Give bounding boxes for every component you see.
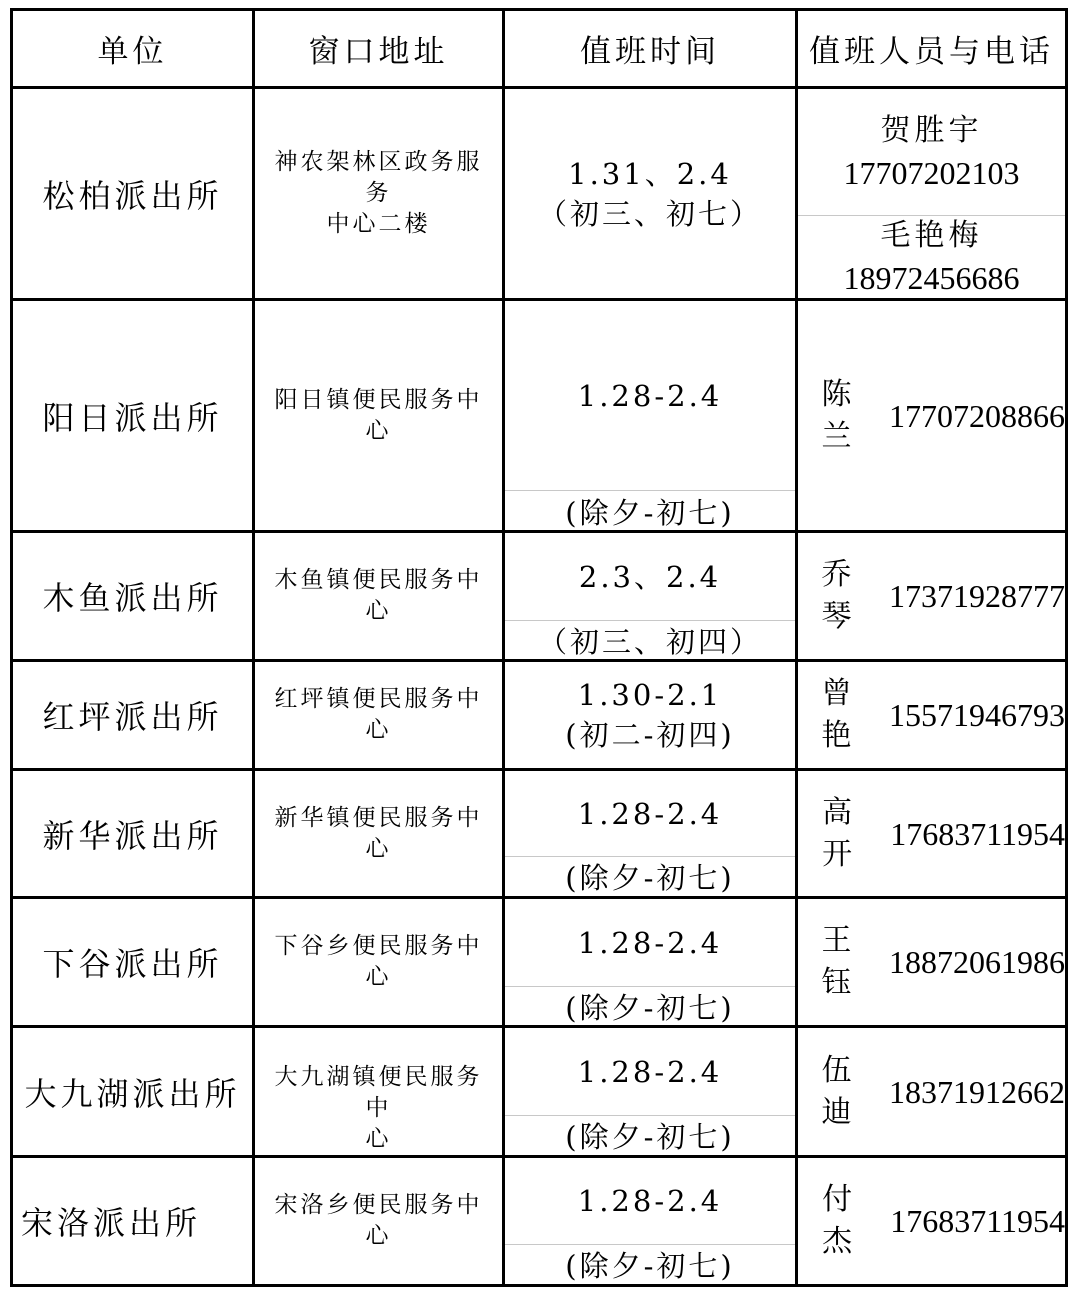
phone-number: 17707208866: [889, 397, 1065, 434]
duty-lunar-cell: [505, 858, 795, 898]
header-duty-time-text: 值班时间: [580, 34, 720, 70]
header-personnel-text: 值班人员与电话: [809, 34, 1054, 70]
address-line: 神农架林区政务服务: [274, 149, 483, 206]
duty-lunar-dates: (除夕-初七): [565, 496, 735, 530]
unit-cell: [13, 771, 252, 896]
address-cell: [255, 1158, 502, 1284]
phone-number: 18371912662: [889, 1073, 1065, 1110]
address-line: 下谷乡便民服务中心: [274, 933, 483, 990]
duty-dates: 1.30-2.1: [577, 678, 723, 712]
duty-time-cell: [505, 899, 795, 986]
address-line: 心: [365, 1126, 392, 1152]
address-line: 木鱼镇便民服务中心: [274, 567, 483, 624]
person-name: 陈兰: [821, 376, 856, 454]
duty-lunar-cell: [505, 493, 795, 533]
person-name: 曾艳: [821, 676, 856, 753]
duty-time-cell: [505, 771, 795, 856]
duty-lunar-dates: （初三、初四）: [537, 625, 762, 659]
duty-time-cell: [505, 1028, 795, 1115]
cell-subdivider: [505, 856, 795, 857]
header-duty-time: [505, 11, 795, 86]
unit-cell: [13, 301, 252, 530]
duty-time-cell: [505, 89, 795, 298]
address-cell: [255, 662, 502, 768]
duty-lunar-dates: (除夕-初七): [565, 861, 735, 895]
duty-dates: 1.28-2.4: [577, 796, 723, 831]
personnel-cell: [798, 899, 1065, 1025]
personnel-cell: [798, 662, 1065, 768]
personnel-cell: [798, 1028, 1065, 1155]
duty-dates: 2.3、2.4: [578, 559, 722, 594]
unit-cell: [13, 89, 252, 298]
duty-dates: 1.28-2.4: [577, 378, 723, 413]
duty-dates: 1.28-2.4: [577, 1054, 723, 1089]
duty-lunar-dates: (除夕-初七): [565, 1120, 735, 1154]
address-line: 阳日镇便民服务中心: [274, 386, 483, 444]
unit-cell: [13, 899, 252, 1025]
duty-time-cell: [505, 1158, 795, 1244]
unit-name: 木鱼派出所: [42, 579, 223, 617]
address-line: 新华镇便民服务中心: [274, 804, 483, 862]
address-line: 大九湖镇便民服务中: [274, 1064, 483, 1121]
address-line: 中心二楼: [326, 211, 431, 237]
person-name: 乔琴: [821, 557, 856, 634]
cell-subdivider: [505, 1244, 795, 1245]
unit-cell: [13, 662, 252, 768]
person-name: 伍迪: [821, 1052, 856, 1130]
address-cell: [255, 899, 502, 1025]
duty-lunar-dates: (初二-初四): [565, 718, 735, 752]
person-name: 高开: [822, 794, 857, 872]
person-name: 贺胜宇: [880, 113, 983, 148]
phone-number: 17683711954: [890, 815, 1065, 852]
header-address: [255, 11, 502, 86]
duty-lunar-cell: [505, 988, 795, 1028]
address-cell: [255, 1028, 502, 1155]
personnel-cell: [798, 771, 1065, 896]
duty-lunar-cell: [505, 1117, 795, 1157]
unit-name: 阳日派出所: [42, 398, 223, 437]
duty-dates: 1.28-2.4: [577, 1184, 723, 1218]
cell-subdivider: [505, 620, 795, 621]
person-name: 王钰: [821, 923, 856, 1000]
phone-number: 18872061986: [889, 944, 1065, 980]
personnel-cell: [798, 216, 1065, 298]
duty-lunar-cell: [505, 622, 795, 662]
phone-number: 17707202103: [843, 155, 1020, 191]
header-address-text: 窗口地址: [308, 34, 449, 70]
table-border-right: [1065, 8, 1068, 1287]
address-line: 红坪镇便民服务中心: [274, 686, 483, 743]
address-cell: [255, 89, 502, 298]
address-line: 宋洛乡便民服务中心: [274, 1192, 483, 1249]
cell-subdivider: [505, 986, 795, 987]
personnel-cell: [798, 301, 1065, 530]
duty-time-cell: [505, 533, 795, 620]
phone-number: 17683711954: [890, 1203, 1065, 1239]
header-unit-text: 单位: [97, 34, 168, 70]
unit-name: 大九湖派出所: [24, 1074, 241, 1113]
unit-name: 松柏派出所: [42, 176, 223, 215]
cell-subdivider: [505, 1115, 795, 1116]
address-cell: [255, 771, 502, 896]
person-name: 付杰: [822, 1182, 857, 1259]
duty-lunar-dates: （初三、初七）: [537, 196, 762, 231]
duty-time-cell: [505, 301, 795, 490]
unit-name: 下谷派出所: [42, 945, 223, 983]
address-cell: [255, 533, 502, 659]
duty-time-cell: [505, 662, 795, 768]
unit-name: 新华派出所: [42, 816, 223, 855]
unit-cell: [13, 1158, 252, 1284]
duty-dates: 1.31、2.4: [568, 156, 732, 191]
duty-dates: 1.28-2.4: [577, 925, 723, 960]
personnel-cell: [798, 1158, 1065, 1284]
duty-lunar-cell: [505, 1246, 795, 1286]
unit-cell: [13, 533, 252, 659]
duty-lunar-dates: (除夕-初七): [565, 991, 735, 1025]
header-personnel: [798, 11, 1065, 86]
address-cell: [255, 301, 502, 530]
phone-number: 17371928777: [889, 578, 1065, 614]
cell-subdivider: [505, 490, 795, 491]
header-unit: [13, 11, 252, 86]
phone-number: 18972456686: [843, 260, 1020, 296]
unit-cell: [13, 1028, 252, 1155]
unit-name: 宋洛派出所: [21, 1204, 202, 1242]
phone-number: 15571946793: [889, 697, 1065, 733]
unit-name: 红坪派出所: [42, 698, 223, 736]
duty-lunar-dates: (除夕-初七): [565, 1249, 735, 1283]
person-name: 毛艳梅: [880, 218, 983, 253]
personnel-cell: [798, 533, 1065, 659]
personnel-cell: [798, 89, 1065, 215]
